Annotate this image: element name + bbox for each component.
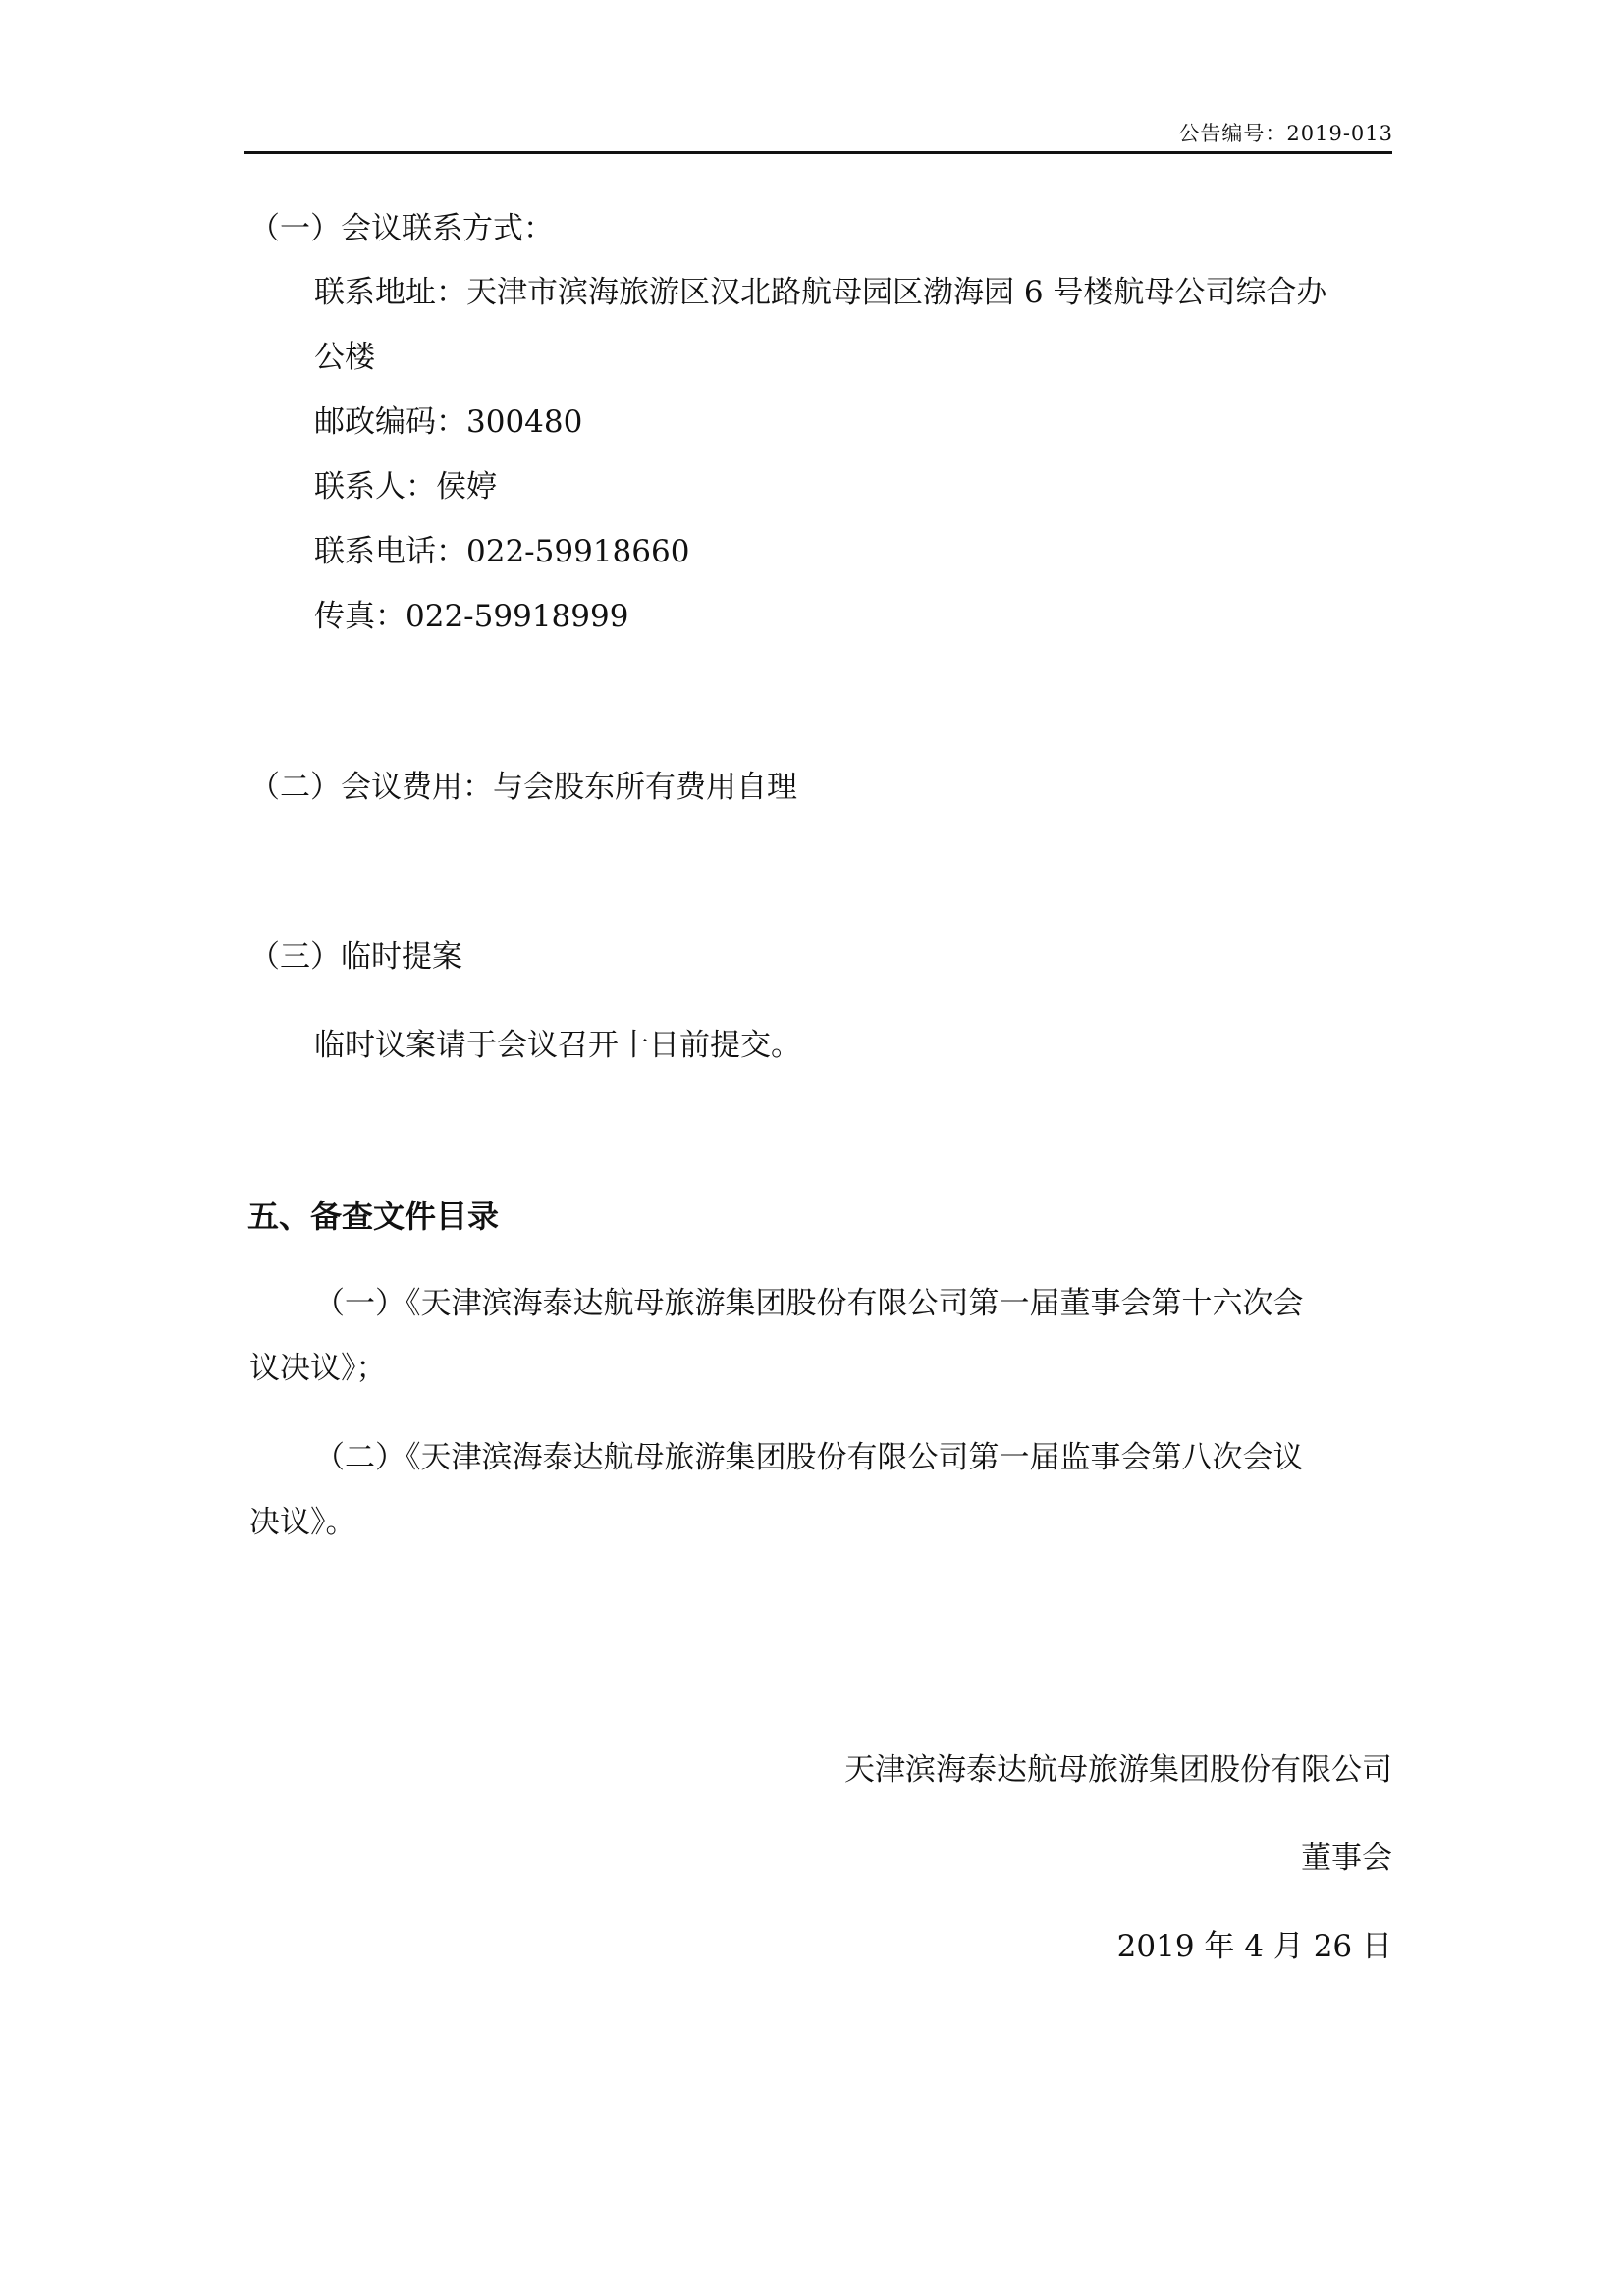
contact-address-line2: 公楼 (314, 340, 375, 375)
contact-phone: 联系电话：022-59918660 (314, 534, 690, 569)
proposal-section-body: 临时议案请于会议召开十日前提交。 (314, 1028, 801, 1063)
document-item-2-line2: 决议》。 (249, 1505, 356, 1540)
contact-section-title: （一）会议联系方式： (249, 211, 554, 246)
contact-postcode: 邮政编码：300480 (314, 404, 583, 440)
signature-date: 2019 年 4 月 26 日 (1116, 1929, 1392, 1964)
contact-person: 联系人：侯婷 (314, 469, 497, 505)
signature-company: 天津滨海泰达航母旅游集团股份有限公司 (844, 1752, 1392, 1788)
proposal-section-title: （三）临时提案 (249, 939, 462, 975)
fee-section-title: （二）会议费用：与会股东所有费用自理 (249, 770, 797, 805)
document-item-2-line1: （二）《天津滨海泰达航母旅游集团股份有限公司第一届监事会第八次会议 (314, 1440, 1304, 1475)
documents-heading: 五、备查文件目录 (247, 1198, 500, 1235)
announcement-number: 公告编号：2019-013 (1178, 122, 1393, 145)
document-item-1-line1: （一）《天津滨海泰达航母旅游集团股份有限公司第一届董事会第十六次会 (314, 1286, 1304, 1321)
signature-board: 董事会 (1301, 1841, 1392, 1876)
contact-address-line1: 联系地址：天津市滨海旅游区汉北路航母园区渤海园 6 号楼航母公司综合办 (314, 275, 1327, 310)
header-divider (244, 151, 1392, 154)
document-item-1-line2: 议决议》； (249, 1351, 387, 1386)
contact-fax: 传真：022-59918999 (314, 599, 629, 634)
